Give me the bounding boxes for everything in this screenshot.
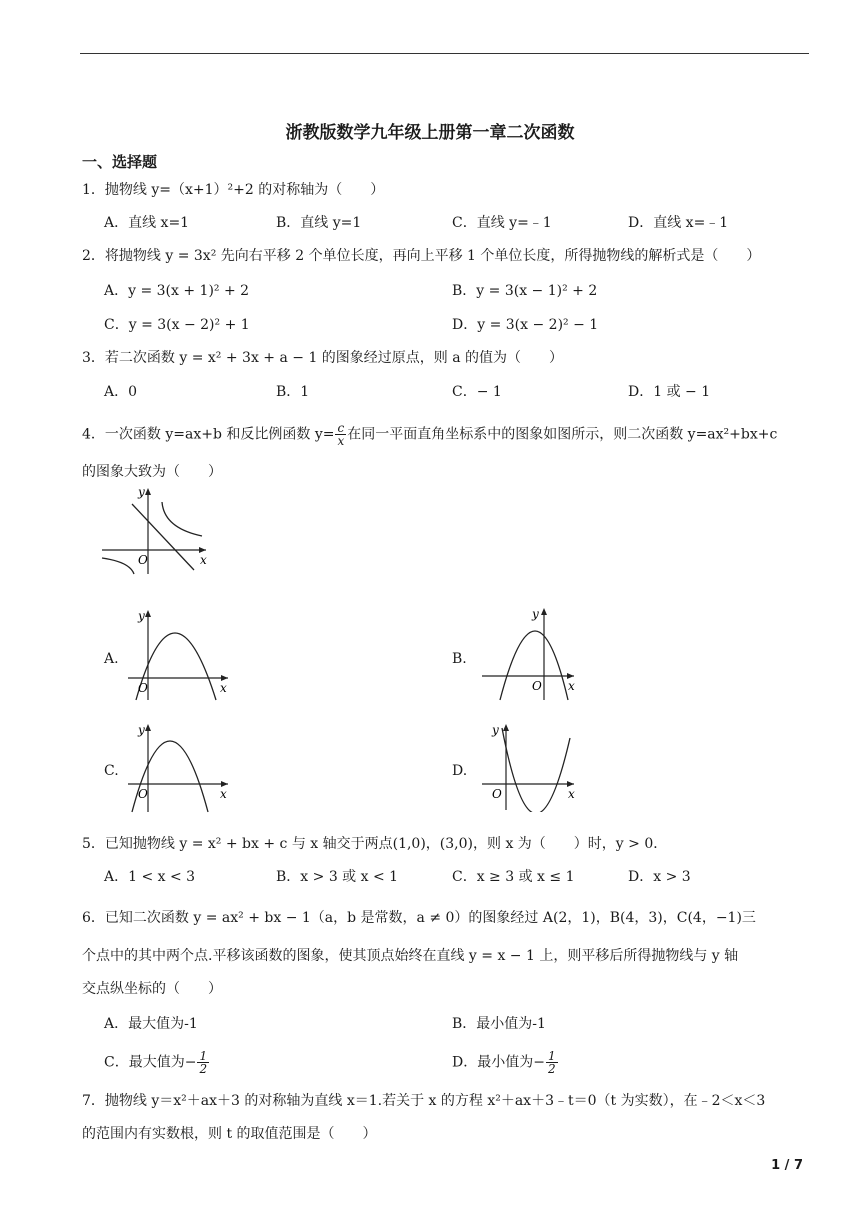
q4-a-x-label: x [220,681,227,695]
section-heading: 一、选择题 [82,153,158,171]
q4-c-y-label: y [138,723,145,737]
q4-option-b-label[interactable]: B. [452,651,467,667]
question-1-stem: 1．抛物线 y=（x+1）²+2 的对称轴为（ ） [82,182,385,198]
q4-fraction-den: x [337,434,345,448]
q2-option-b[interactable]: B．y = 3(x − 1)² + 2 [452,283,598,299]
q4-reference-graph [98,484,214,576]
q4-ref-y-label: y [138,485,145,499]
q4-d-x-label: x [568,787,575,801]
q4-b-x-label: x [568,679,575,693]
page-title: 浙教版数学九年级上册第一章二次函数 [285,123,575,143]
q4-option-c-label[interactable]: C. [104,763,119,779]
q4-option-c-graph[interactable] [124,720,234,814]
question-5-stem: 5．已知抛物线 y = x² + bx + c 与 x 轴交于两点(1,0)，(3,0)，则 x 为（ ）时，y > 0． [82,836,668,852]
q5-option-d[interactable]: D．x > 3 [628,869,691,885]
q4-a-y-label: y [138,609,145,623]
q4-d-y-label: y [492,723,499,737]
page-number: 1 / 7 [771,1158,803,1173]
question-6-stem: 6．已知二次函数 y = ax² + bx − 1（a，b 是常数，a ≠ 0）的图象经过 A(2，1)，B(4，3)，C(4，−1)三 [82,910,756,926]
q4-b-y-label: y [532,607,539,621]
q3-option-d[interactable]: D．1 或 − 1 [628,384,711,400]
question-4-stem [82,422,777,447]
q6-option-d-label: D．最小值为− [452,1054,545,1071]
question-4-stem-continued: 的图象大致为（ ） [82,464,222,480]
q4-c-x-label: x [220,787,227,801]
q6-c-half-num: 1 [199,1049,208,1063]
q4-option-a-label[interactable]: A. [104,651,119,667]
question-6-stem-end: 交点纵坐标的（ ） [82,981,222,997]
q6-option-c[interactable] [104,1050,210,1075]
q2-option-c[interactable]: C．y = 3(x − 2)² + 1 [104,317,250,333]
q6-option-b[interactable]: B．最小值为-1 [452,1016,546,1032]
question-3-stem: 3．若二次函数 y = x² + 3x + a − 1 的图象经过原点，则 a 的值为（ ） [82,350,564,366]
q6-c-half-den: 2 [199,1062,208,1076]
q3-option-a[interactable]: A．0 [104,384,138,400]
q1-option-a[interactable]: A．直线 x=1 [104,215,190,231]
question-7-stem: 7．抛物线 y＝x²＋ax＋3 的对称轴为直线 x＝1.若关于 x 的方程 x²＋ax＋3﹣t＝0（t 为实数），在﹣2＜x＜3 [82,1093,766,1109]
q1-option-c[interactable]: C．直线 y=﹣1 [452,215,552,231]
q5-option-a[interactable]: A．1 < x < 3 [104,869,196,885]
q3-option-c[interactable]: C．− 1 [452,384,502,400]
q4-ref-origin-label: O [138,553,148,567]
q6-d-half [546,1050,558,1075]
q2-option-a[interactable]: A．y = 3(x + 1)² + 2 [104,283,250,299]
q6-c-half [197,1050,209,1075]
q4-fraction [335,422,346,447]
q4-d-origin-label: O [492,787,502,801]
q1-option-b[interactable]: B．直线 y=1 [276,215,362,231]
q6-option-a[interactable]: A．最大值为-1 [104,1016,198,1032]
q4-b-origin-label: O [532,679,542,693]
q4-c-origin-label: O [138,787,148,801]
question-7-stem-continued: 的范围内有实数根，则 t 的取值范围是（ ） [82,1126,377,1142]
q4-a-origin-label: O [138,681,148,695]
q6-option-c-label: C．最大值为− [104,1054,197,1071]
q4-ref-x-label: x [200,553,207,567]
q4-stem-part-b: 在同一平面直角坐标系中的图象如图所示，则二次函数 y=ax²+bx+c [347,426,778,443]
q2-option-d[interactable]: D．y = 3(x − 2)² − 1 [452,317,599,333]
q4-option-b-graph[interactable] [480,604,580,702]
q5-option-b[interactable]: B．x > 3 或 x < 1 [276,869,399,885]
question-6-stem-continued: 个点中的其中两个点.平移该函数的图象，使其顶点始终在直线 y = x − 1 上，则平移后所得抛物线与 y 轴 [82,948,739,964]
q4-stem-part-a: 4．一次函数 y=ax+b 和反比例函数 y= [82,426,335,443]
q6-d-half-den: 2 [547,1062,556,1076]
q4-option-d-graph[interactable] [480,720,580,812]
q6-d-half-num: 1 [547,1049,556,1063]
q3-option-b[interactable]: B．1 [276,384,310,400]
q4-fraction-num: c [337,421,345,435]
q5-option-c[interactable]: C．x ≥ 3 或 x ≤ 1 [452,869,575,885]
q6-option-d[interactable] [452,1050,559,1075]
q4-option-d-label[interactable]: D. [452,763,468,779]
header-rule [80,53,809,54]
q4-option-a-graph[interactable] [124,606,234,702]
question-2-stem: 2．将抛物线 y = 3x² 先向右平移 2 个单位长度，再向上平移 1 个单位长度，所得抛物线的解析式是（ ） [82,248,761,264]
q1-option-d[interactable]: D．直线 x=﹣1 [628,215,729,231]
